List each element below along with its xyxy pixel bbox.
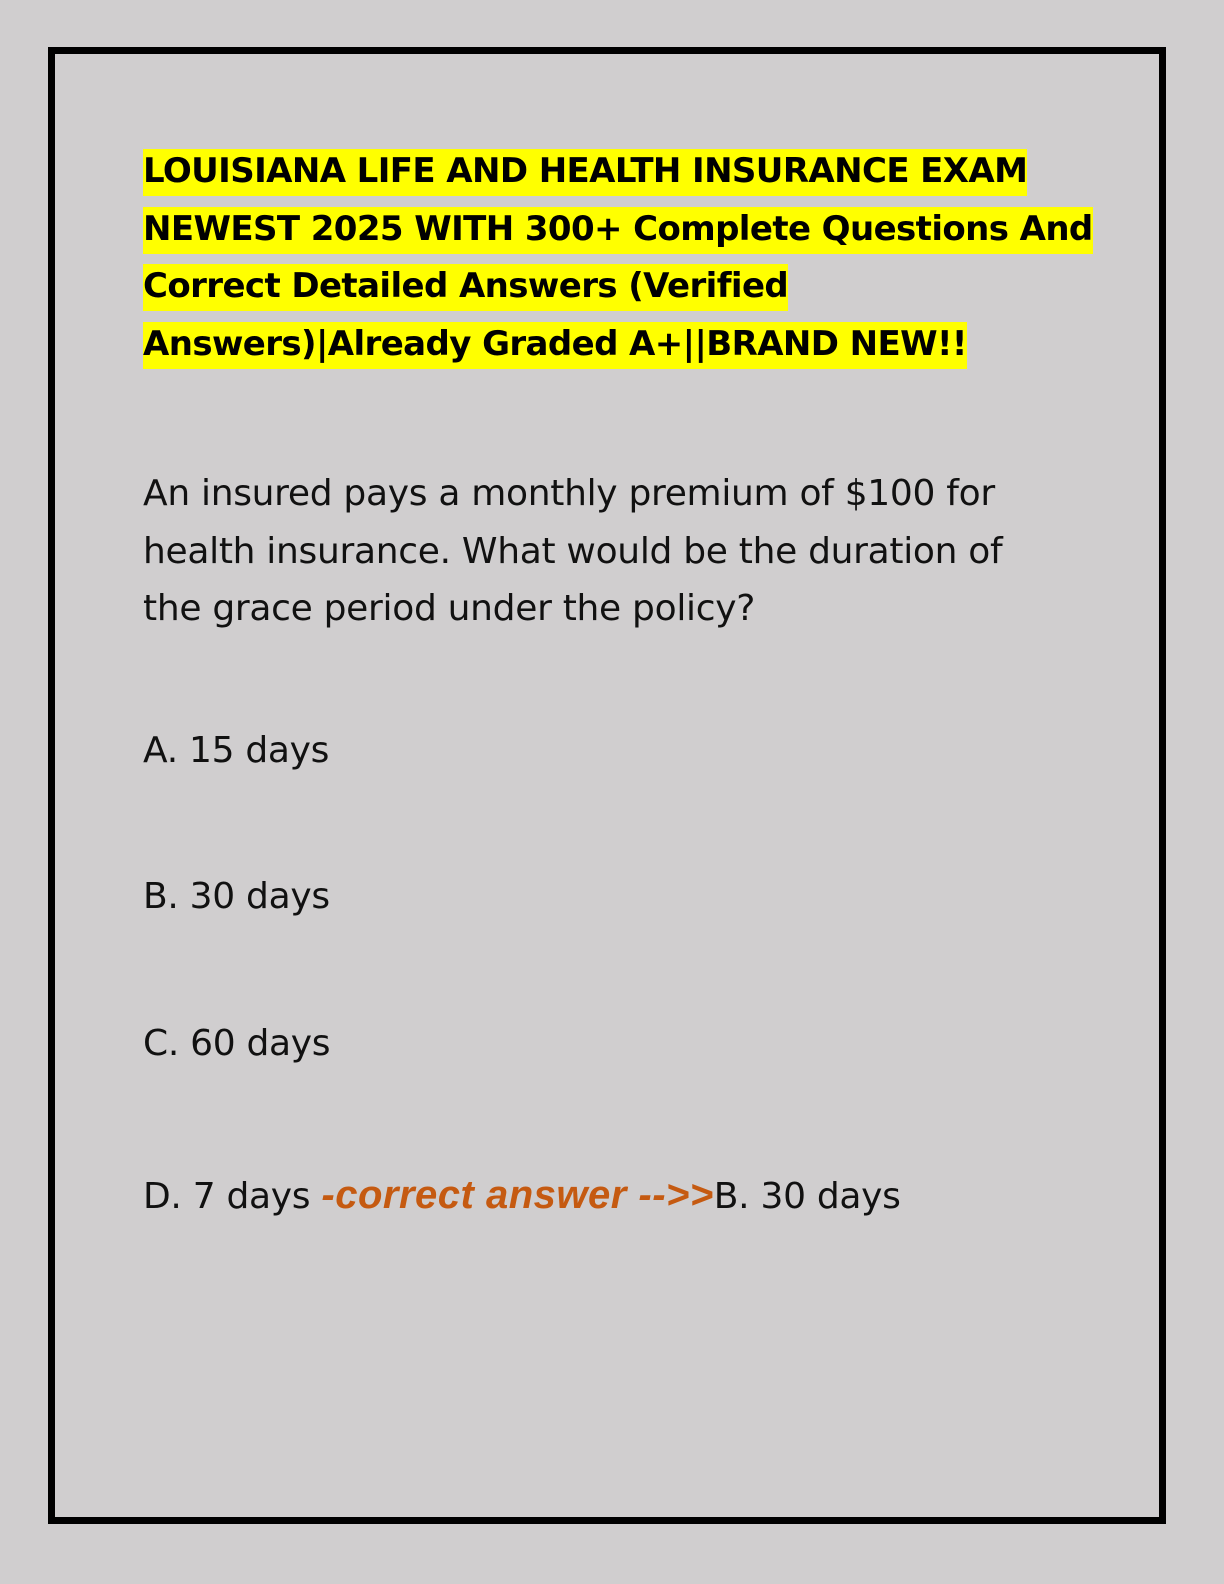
title-line-text: Answers)|Already Graded A+||BRAND NEW!! [143, 322, 967, 369]
question-line: An insured pays a monthly premium of $100 for [143, 473, 995, 514]
title-line [143, 316, 1103, 374]
title-line [143, 201, 1103, 259]
document-title [143, 143, 1103, 373]
question-line: the grace period under the policy? [143, 588, 756, 629]
title-line-text: Correct Detailed Answers (Verified [143, 264, 788, 311]
correct-answer-marker: -correct answer -->> [321, 1173, 714, 1217]
title-line-text: NEWEST 2025 WITH 300+ Complete Questions And [143, 207, 1093, 254]
option-a: A. 15 days [143, 730, 330, 771]
option-d: D. 7 days [143, 1176, 311, 1217]
option-d-row [143, 1172, 901, 1220]
title-line [143, 258, 1103, 316]
correct-answer: B. 30 days [713, 1176, 901, 1217]
option-b: B. 30 days [143, 876, 330, 917]
title-line [143, 143, 1103, 201]
title-line-text: LOUISIANA LIFE AND HEALTH INSURANCE EXAM [143, 149, 1027, 196]
option-c: C. 60 days [143, 1023, 331, 1064]
question-text [143, 465, 1103, 638]
question-line: health insurance. What would be the duration of [143, 530, 1003, 572]
